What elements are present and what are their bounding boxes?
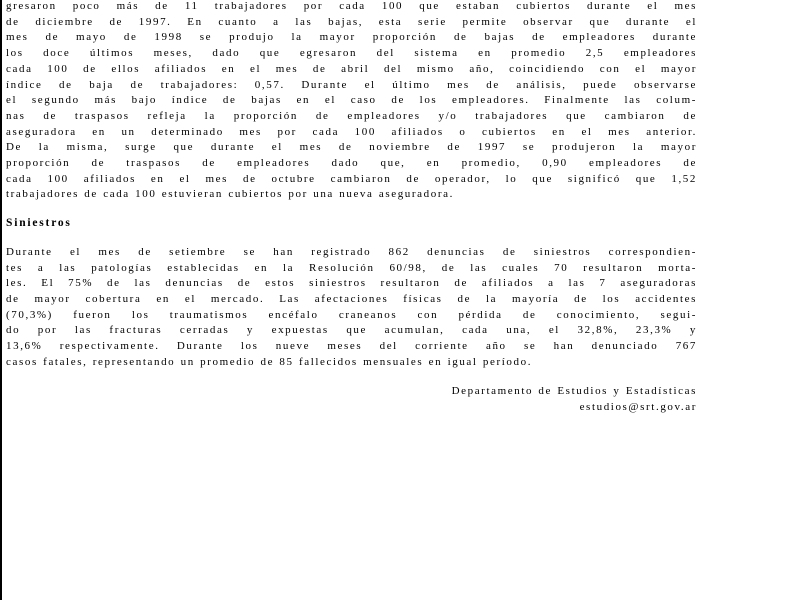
intro-text-line: aseguradora en un determinado mes por cada 100 afiliados o cubiertos en el mes anterior.: [6, 125, 697, 138]
intro-text-line: mes de mayo de 1998 se produjo la mayor proporción de bajas de empleadores durante: [6, 31, 697, 44]
document-body: [6, 0, 697, 415]
intro-text-line: índice de baja de trabajadores: 0,57. Durante el último mes de análisis, puede observarse: [6, 78, 697, 91]
siniestros-text-line: tes a las patologías establecidas en la Resolución 60/98, de las cuales 70 resultaron morta-: [6, 261, 697, 274]
intro-text-line: de diciembre de 1997. En cuanto a las bajas, esta serie permite observar que durante el: [6, 15, 697, 28]
siniestros-text-line: (70,3%) fueron los traumatismos encéfalo craneanos con pérdida de conocimiento, segui-: [6, 308, 697, 321]
intro-text-line: nas de traspasos refleja la proporción de empleadores y/o trabajadores que cambiaron de: [6, 109, 697, 122]
siniestros-paragraph: [6, 245, 697, 371]
intro-text-line: el segundo más bajo índice de bajas en el caso de los empleadores. Finalmente las colum-: [6, 94, 697, 107]
intro-text-line: cada 100 afiliados en el mes de octubre cambiaron de operador, lo que significó que 1,52: [6, 172, 697, 185]
signature-department: Departamento de Estudios y Estadísticas: [451, 385, 697, 398]
intro-text-line: proporción de traspasos de empleadores dado que, en promedio, 0,90 empleadores de: [6, 157, 697, 170]
siniestros-text-line: do por las fracturas cerradas y expuestas que acumulan, cada una, el 32,8%, 23,3% y: [6, 324, 697, 337]
signature-block: [6, 384, 697, 415]
siniestros-text-line: casos fatales, representando un promedio de 85 fallecidos mensuales en igual período.: [6, 355, 533, 368]
siniestros-text-line: Durante el mes de setiembre se han registrado 862 denuncias de siniestros correspondien-: [6, 245, 697, 258]
siniestros-text-line: 13,6% respectivamente. Durante los nueve meses del corriente año se han denunciado 767: [6, 340, 697, 353]
intro-text-line: los doce últimos meses, dado que egresaron del sistema en promedio 2,5 empleadores: [6, 47, 697, 60]
intro-text-line: trabajadores de cada 100 estuvieran cubiertos por una nueva aseguradora.: [6, 188, 454, 201]
intro-text-line: De la misma, surge que durante el mes de noviembre de 1997 se produjeron la mayor: [6, 141, 697, 154]
siniestros-text-line: de mayor cobertura en el mercado. Las afectaciones físicas de la mayoría de los accidentes: [6, 292, 697, 305]
section-heading-siniestros: Siniestros: [6, 217, 72, 230]
intro-text-line: gresaron poco más de 11 trabajadores por cada 100 que estaban cubiertos durante el mes: [6, 0, 697, 12]
intro-paragraph: [6, 0, 697, 203]
siniestros-text-line: les. El 75% de las denuncias de estos siniestros resultaron de afiliados a las 7 aseguradoras: [6, 277, 697, 290]
signature-email: estudios@srt.gov.ar: [579, 400, 697, 413]
intro-text-line: cada 100 de ellos afiliados en el mes de abril del mismo año, coincidiendo con el mayor: [6, 62, 697, 75]
